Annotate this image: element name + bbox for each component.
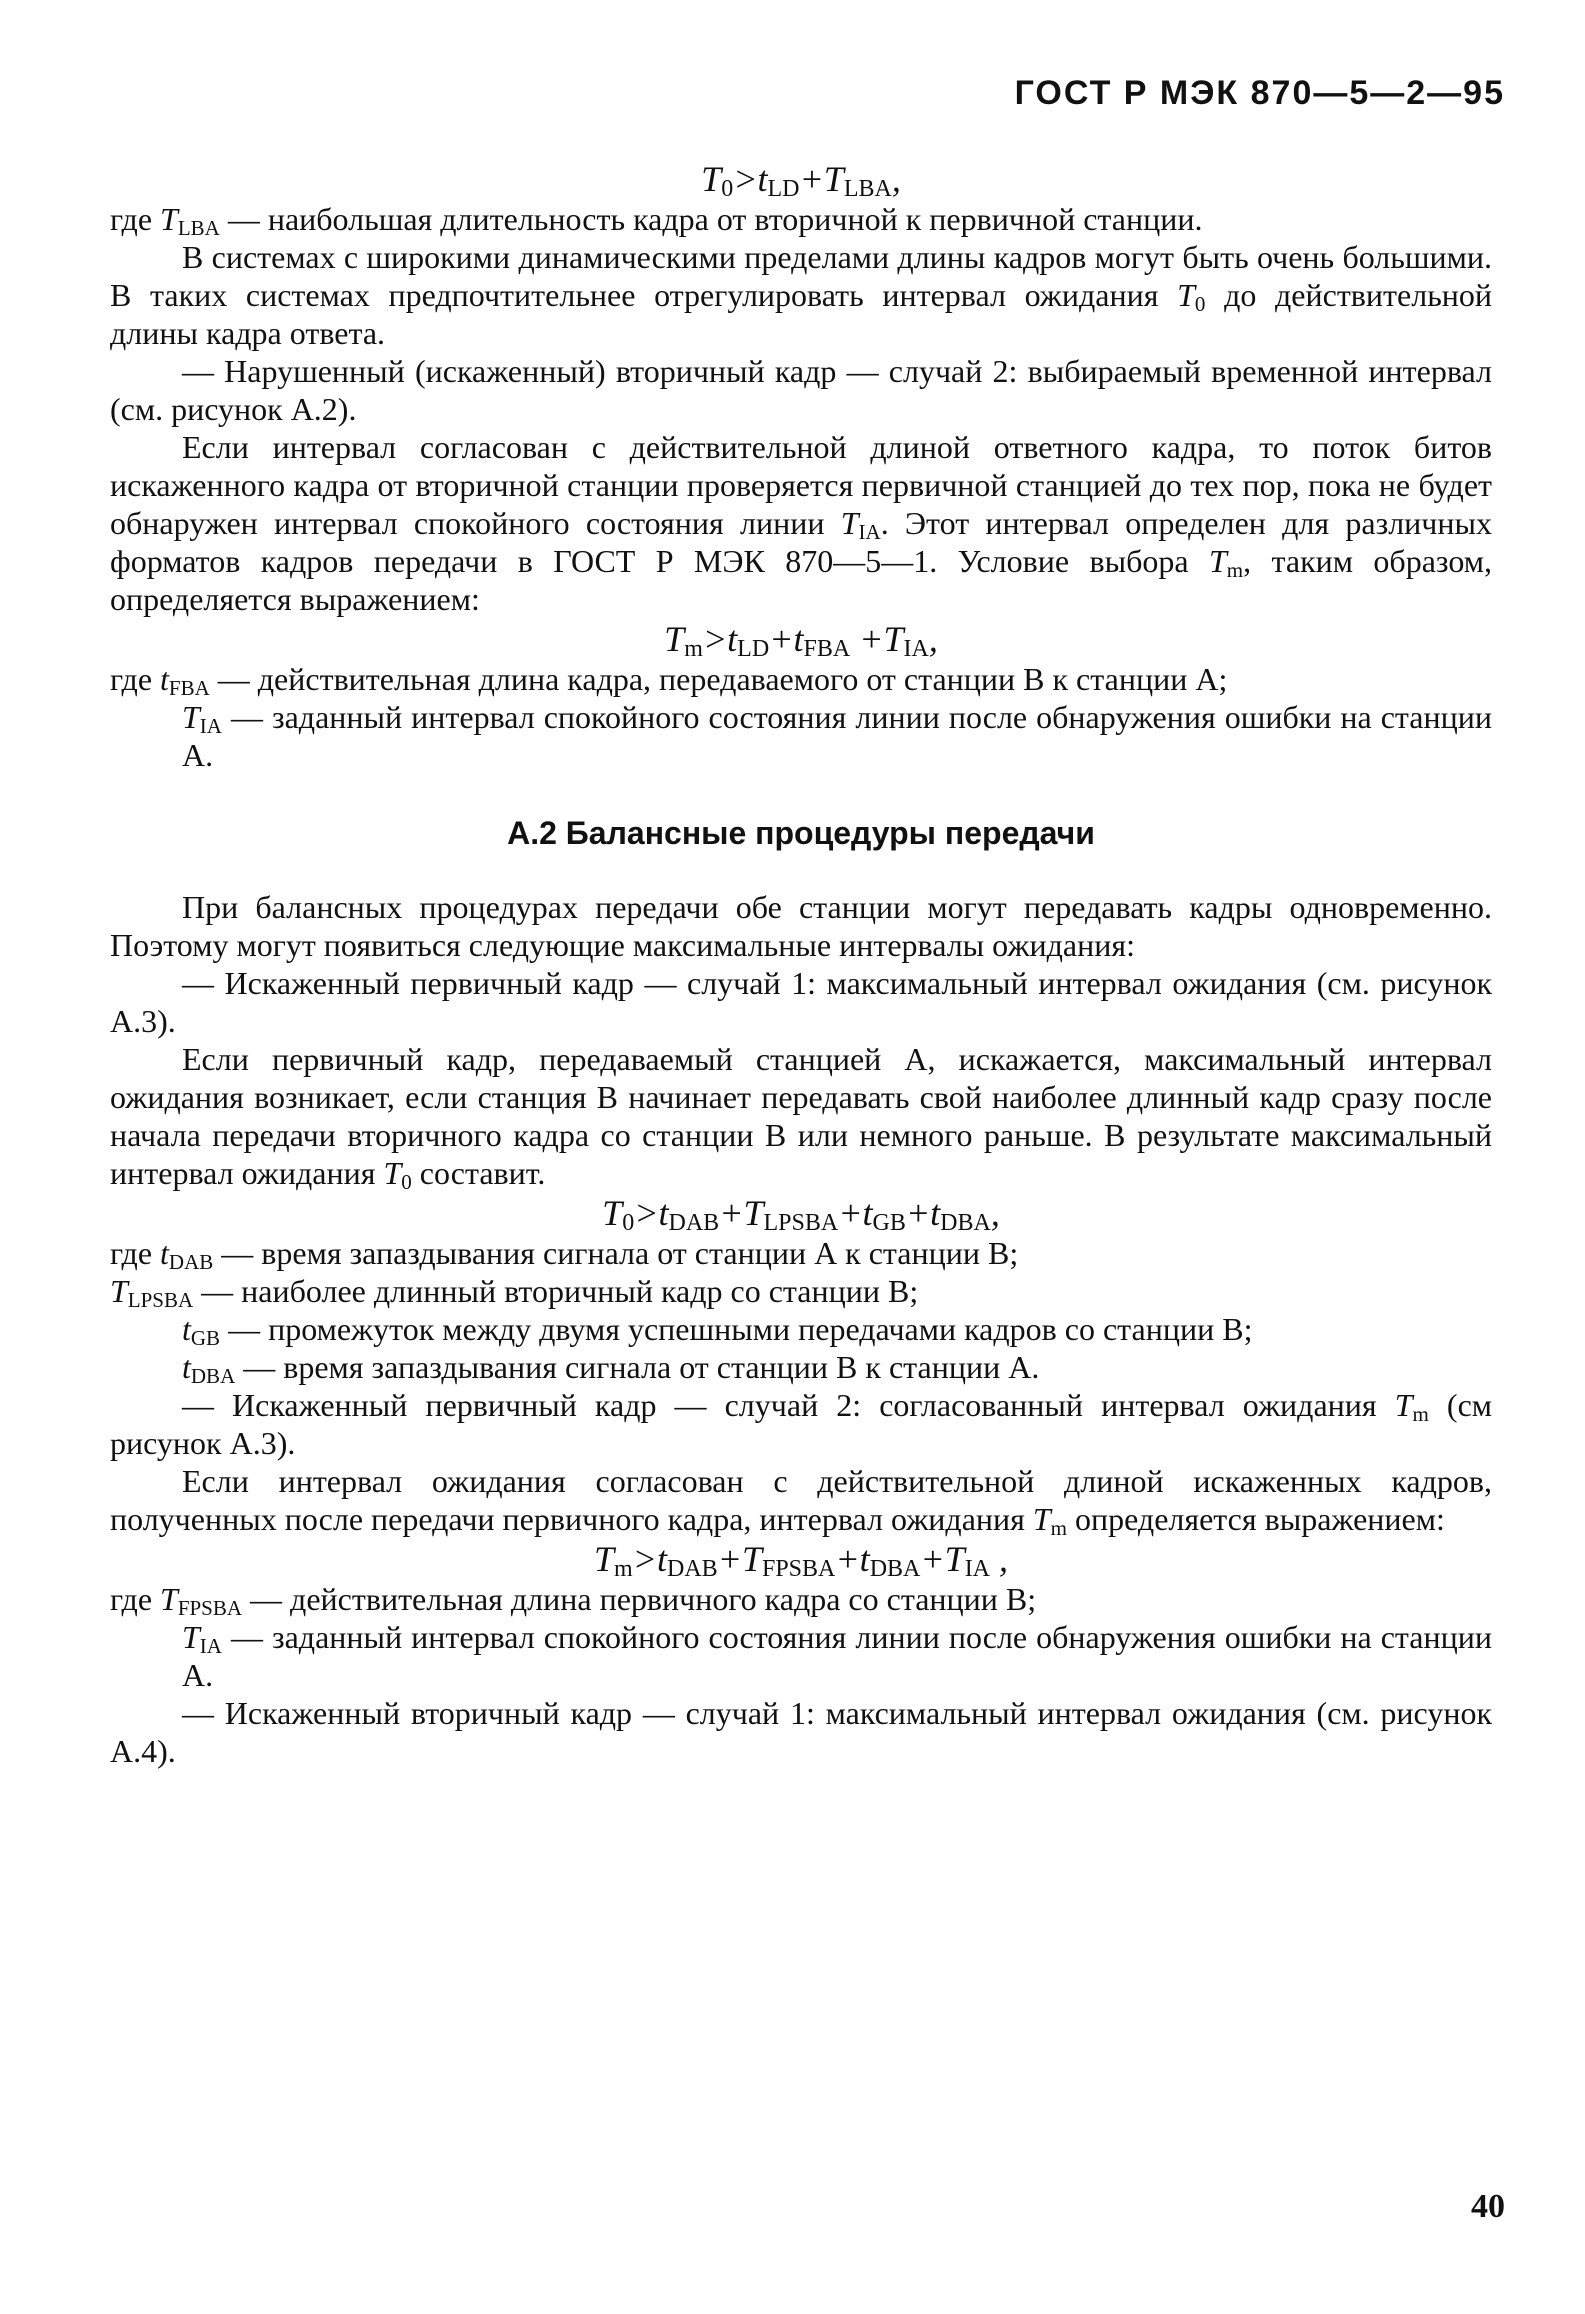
page-number: 40 bbox=[1471, 2188, 1505, 2225]
definition-t-dba: $t_{DBA}$ — время запаздывания сигнала от станции В к станции А. bbox=[182, 1349, 1040, 1388]
paragraph-case-2-secondary: — Нарушенный (искаженный) вторичный кадр — случай 2: выбираемый временной интервал (см. рисунок А.2). bbox=[110, 353, 1492, 427]
section-heading: А.2 Балансные процедуры передачи bbox=[507, 815, 1095, 851]
paragraph-case-1-primary: — Искаженный первичный кадр — случай 1: максимальный интервал ожидания (см. рисунок А.3). bbox=[110, 965, 1492, 1039]
paragraph-case-2-primary: — Искаженный первичный кадр — случай 2: согласованный интервал ожидания $T_m$ (см рисунок А.3). bbox=[110, 1387, 1493, 1461]
paragraph-case-1-secondary: — Искаженный вторичный кадр — случай 1: максимальный интервал ожидания (см. рисунок А.4). bbox=[110, 1695, 1492, 1769]
paragraph-dynamic-limits: В системах с широкими динамическими пределами длины кадров могут быть очень большими. В таких системах предпочтительнее отрегулировать интервал ожидания $T_0$ до действительной длины кадра ответа. bbox=[110, 239, 1493, 351]
definition-t-lba: где $T_{LBA}$ — наибольшая длительность кадра от вторичной к первичной станции. bbox=[110, 201, 1203, 240]
definition-t-lpsba: $T_{LPSBA}$ — наиболее длинный вторичный кадр со станции В; bbox=[110, 1273, 919, 1312]
formula-2: $T_m>t_{LD}+t_{FBA} +T_{IA}$, bbox=[664, 619, 938, 662]
paragraph-balanced-intro: При балансных процедурах передачи обе станции могут передавать кадры одновременно. Поэтому могут появиться следующие максимальные интервалы ожидания: bbox=[110, 889, 1492, 963]
page-content bbox=[110, 158, 1492, 1770]
paragraph-interval-matched: Если интервал ожидания согласован с действительной длиной искаженных кадров, полученных после передачи первичного кадра, интервал ожидания $T_m$ определяется выражением: bbox=[110, 1463, 1492, 1540]
paragraph-interval-agreed: Если интервал согласован с действительной длиной ответного кадра, то поток битов искаженного кадра от вторичной станции проверяется первичной станцией до тех пор, пока не будет обнаружен интервал спокойного состояния линии $T_{IA}$. Этот интервал определен для различных форматов кадров передачи в ГОСТ Р МЭК 870—5—1. Условие выбора $T_m$, таким образом, определяется выражением: bbox=[110, 429, 1493, 617]
definition-t-fpsba: где $T_{FPSBA}$ — действительная длина первичного кадра со станции В; bbox=[110, 1581, 1037, 1620]
definition-t-gb: $t_{GB}$ — промежуток между двумя успешными передачами кадров со станции В; bbox=[182, 1311, 1253, 1350]
formula-4: $T_m>t_{DAB}+T_{FPSBA}+t_{DBA}+T_{IA}$ , bbox=[593, 1539, 1009, 1582]
paragraph-primary-distorted: Если первичный кадр, передаваемый станцией А, искажается, максимальный интервал ожидания возникает, если станция В начинает передавать свой наиболее длинный кадр сразу после начала передачи вторичного кадра со станции В или немного раньше. В результате максимальный интервал ожидания $T_0$ составит. bbox=[110, 1041, 1492, 1194]
definition-t-ia: $T_{IA}$ — заданный интервал спокойного состояния линии после обнаружения ошибки на станции А. bbox=[182, 699, 1493, 773]
formula-1: $T_0>t_{LD}+T_{LBA}$, bbox=[701, 159, 901, 202]
definition-t-fba: где $t_{FBA}$ — действительная длина кадра, передаваемого от станции В к станции А; bbox=[110, 661, 1228, 700]
formula-3: $T_0>t_{DAB}+T_{LPSBA}+t_{GB}+t_{DBA}$, bbox=[602, 1193, 1000, 1236]
definition-t-ia-2: $T_{IA}$ — заданный интервал спокойного состояния линии после обнаружения ошибки на станции А. bbox=[182, 1619, 1493, 1693]
page-header: ГОСТ Р МЭК 870—5—2—95 bbox=[1014, 74, 1505, 112]
definition-t-dab: где $t_{DAB}$ — время запаздывания сигнала от станции А к станции В; bbox=[110, 1235, 1019, 1274]
